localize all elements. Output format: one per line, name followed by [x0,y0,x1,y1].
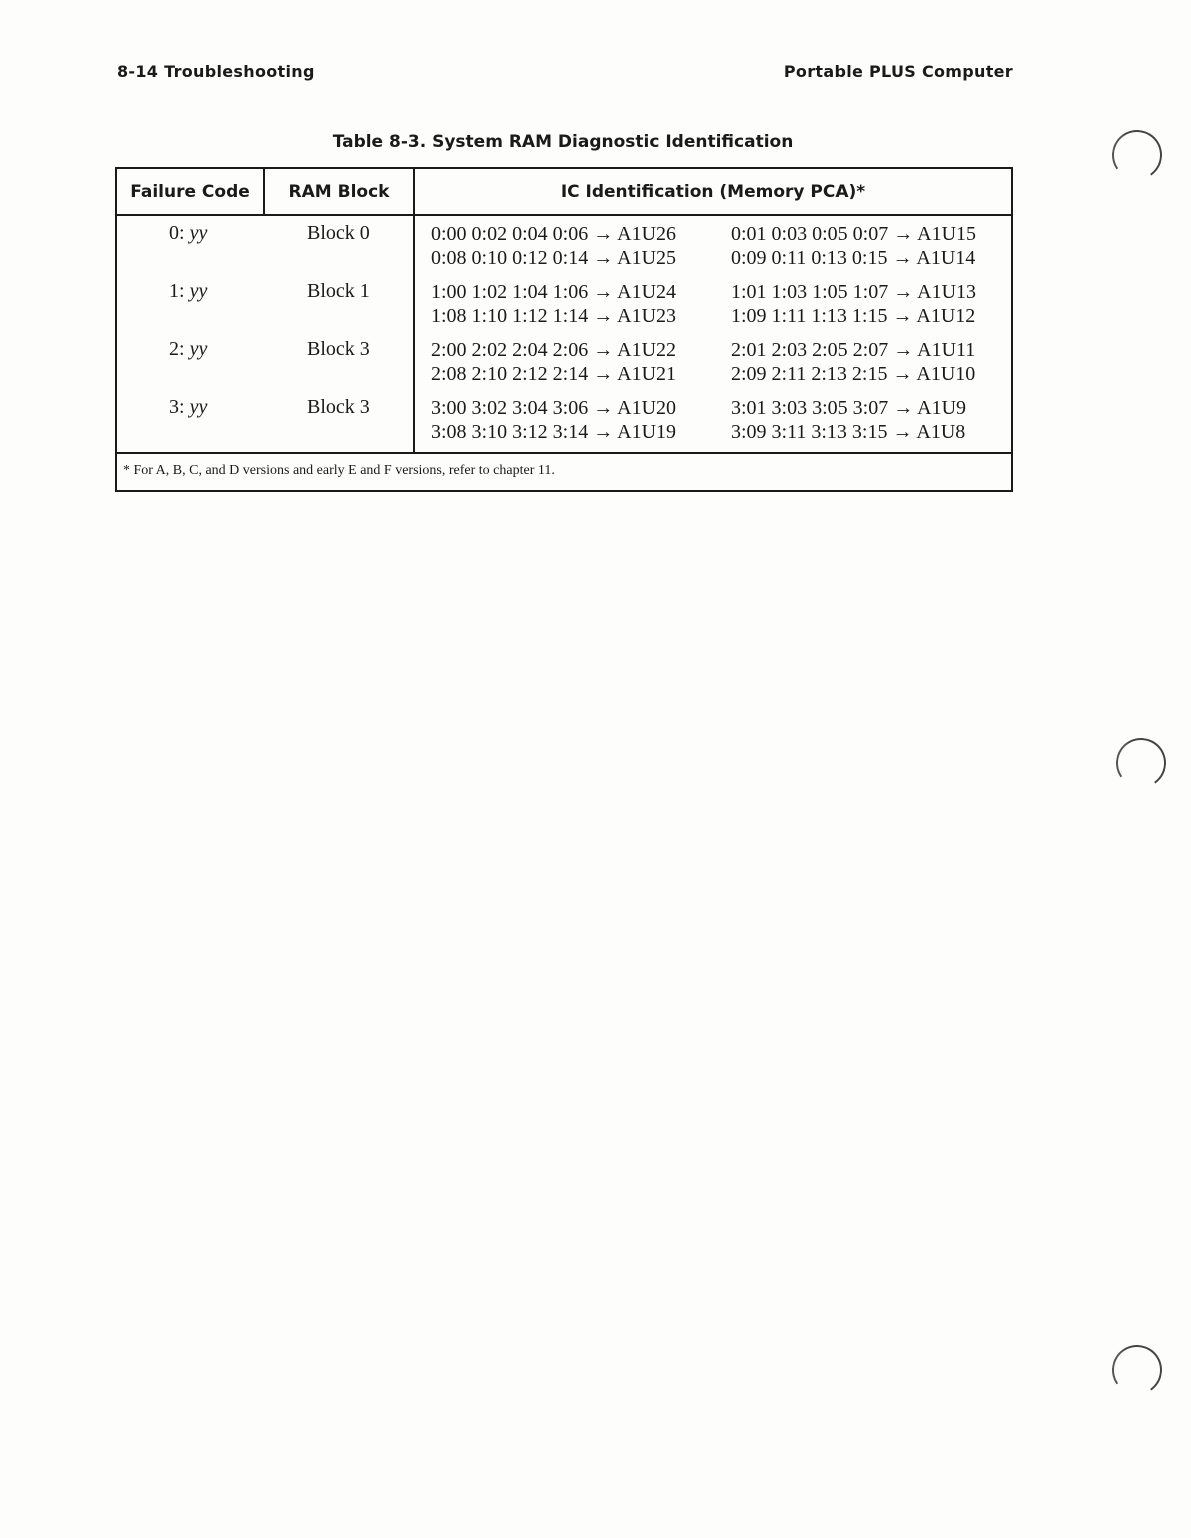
table-row [117,272,1011,330]
ic-line: 2:00 2:02 2:04 2:06 → A1U22 [431,339,677,361]
ic-line: 2:09 2:11 2:13 2:15 → A1U10 [731,363,976,385]
failure-code: 0: yy [169,222,208,244]
ram-block: Block 3 [307,338,370,360]
column-header-failure-code: Failure Code [117,169,265,214]
binder-hole-mark [1112,734,1170,792]
ic-line: 1:08 1:10 1:12 1:14 → A1U23 [431,305,677,327]
ic-line: 0:08 0:10 0:12 0:14 → A1U25 [431,247,677,269]
ic-line: 0:09 0:11 0:13 0:15 → A1U14 [731,247,976,269]
ic-line: 2:01 2:03 2:05 2:07 → A1U11 [731,339,976,361]
table-row [117,330,1011,388]
table-row [117,214,1011,272]
binder-hole-mark [1108,1341,1166,1399]
ic-line: 3:01 3:03 3:05 3:07 → A1U9 [731,397,967,419]
ram-block: Block 3 [307,396,370,418]
failure-code: 3: yy [169,396,208,418]
failure-code: 2: yy [169,338,208,360]
ram-block: Block 1 [307,280,370,302]
ic-list-odd [731,280,976,328]
ic-list-odd [731,396,966,444]
table-caption: Table 8-3. System RAM Diagnostic Identification [332,132,794,152]
ic-line: 1:01 1:03 1:05 1:07 → A1U13 [731,281,977,303]
table-footnote: * For A, B, C, and D versions and early E and F versions, refer to chapter 11. [123,463,555,478]
ic-line: 2:08 2:10 2:12 2:14 → A1U21 [431,363,677,385]
ic-line: 1:09 1:11 1:13 1:15 → A1U12 [731,305,976,327]
ic-list-even [431,338,676,386]
ic-line: 0:00 0:02 0:04 0:06 → A1U26 [431,223,677,245]
running-header-left: 8-14 Troubleshooting [117,62,315,81]
ram-diagnostic-table [115,167,1013,492]
ic-line: 0:01 0:03 0:05 0:07 → A1U15 [731,223,977,245]
table-header-row [117,169,1011,216]
ic-list-odd [731,338,975,386]
running-header-right: Portable PLUS Computer [783,62,1013,81]
table-row [117,388,1011,446]
ic-line: 3:09 3:11 3:13 3:15 → A1U8 [731,421,966,443]
ic-list-even [431,396,676,444]
ic-line: 3:08 3:10 3:12 3:14 → A1U19 [431,421,677,443]
table-body [117,214,1011,454]
ic-line: 3:00 3:02 3:04 3:06 → A1U20 [431,397,677,419]
column-header-ram-block: RAM Block [265,169,415,214]
failure-code: 1: yy [169,280,208,302]
ic-list-even [431,280,676,328]
column-header-ic-identification: IC Identification (Memory PCA)* [560,181,866,202]
ic-line: 1:00 1:02 1:04 1:06 → A1U24 [431,281,677,303]
ic-list-odd [731,222,976,270]
ram-block: Block 0 [307,222,370,244]
ic-list-even [431,222,676,270]
